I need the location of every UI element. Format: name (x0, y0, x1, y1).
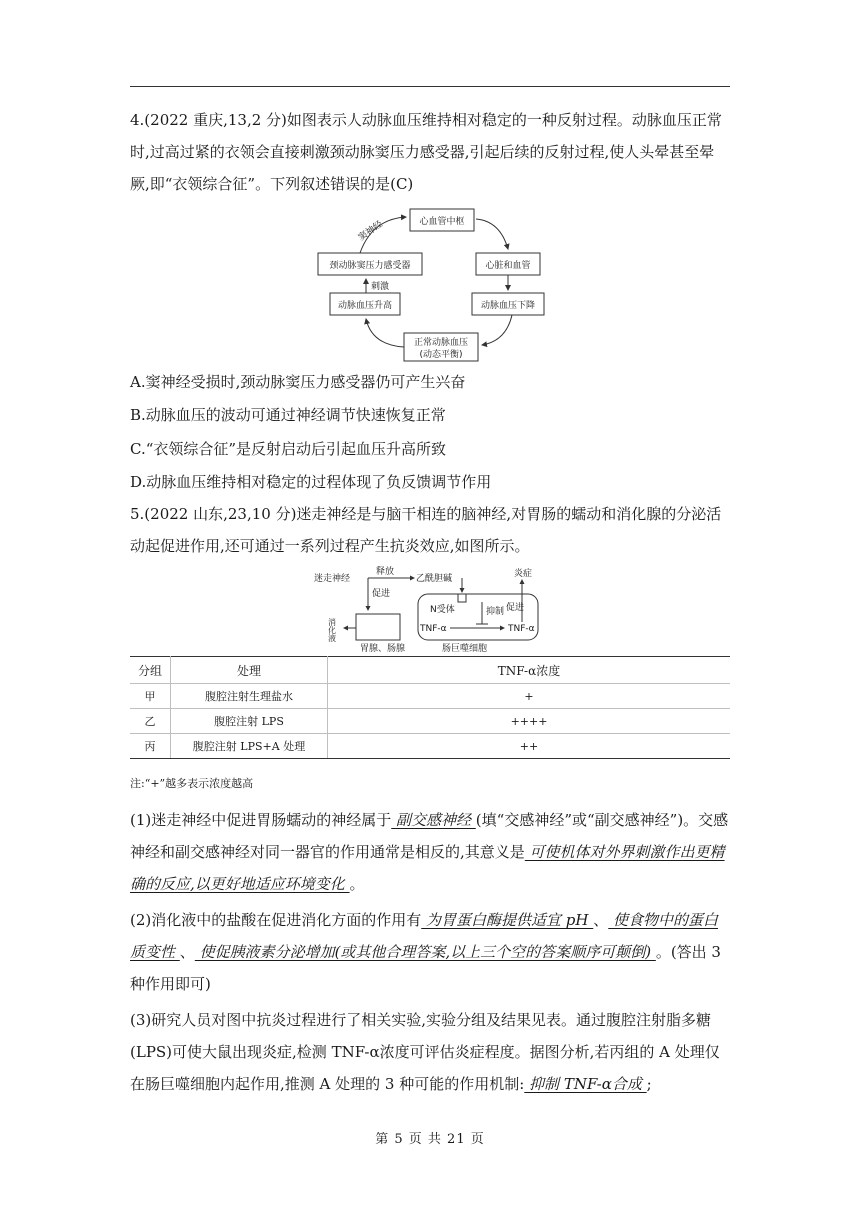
q5-text-ach: 乙酰胆碱 (416, 574, 453, 584)
q4-text-stimulate: 刺激 (370, 282, 390, 292)
q4-text-rise: 动脉血压升高 (337, 301, 393, 311)
q5-part1-text-c: 。 (349, 875, 365, 893)
q4-text-normal2: (动态平衡) (419, 350, 463, 360)
q4-option-a: A.窦神经受损时,颈动脉窦压力感受器仍可产生兴奋 (130, 373, 466, 391)
table-note: 注:“+”越多表示浓度越高 (130, 777, 254, 790)
q4-diagram (300, 205, 560, 369)
q5-part2 (130, 904, 730, 1000)
q5-part2-answer1: 为胃蛋白酶提供适宜 pH (421, 911, 594, 929)
table-cell: 腹腔注射 LPS (171, 709, 328, 734)
table-header-row (130, 657, 730, 684)
q5-part2-text-a: (2)消化液中的盐酸在促进消化方面的作用有 (130, 911, 422, 929)
table-header-group: 分组 (130, 657, 171, 684)
q5-text-promote-left: 促进 (372, 589, 391, 599)
q5-receptor-mark (458, 594, 466, 602)
table-cell: 甲 (130, 684, 171, 709)
q5-part1-answer2: 可使机体对外界刺激作出更精确的反应,以更好地适应环境变化 (130, 843, 725, 893)
q5-part3-answer1: 抑制 TNF-α合成 (524, 1075, 647, 1093)
q5-part3-text-a: (3)研究人员对图中抗炎过程进行了相关实验,实验分组及结果见表。通过腹腔注射脂多糖(LPS)可使大鼠出现炎症,检测 TNF-α浓度可评估炎症程度。据图分析,若丙组的 A 处理仅在肠巨噬细胞内起作用,推测 A 处理的 3 种可能的作用机制: (130, 1011, 720, 1093)
table-cell: 丙 (130, 734, 171, 759)
q4-arrow-3 (482, 315, 512, 345)
q4-text-nerve: 窦神经 (356, 219, 385, 244)
q5-text-promote-right: 促进 (506, 603, 525, 613)
q5-gland-box (356, 614, 400, 640)
q5-part2-sep1: 、 (593, 911, 609, 929)
q4-text-normal1: 正常动脉血压 (413, 338, 469, 348)
q4-text-drop: 动脉血压下降 (480, 301, 536, 311)
table-cell: 乙 (130, 709, 171, 734)
q5-part3-text-b: ; (646, 1075, 652, 1093)
table-row (130, 684, 730, 709)
q5-part1-text-b: (填“交感神经”或“副交感神经”)。交感神经和副交感神经对同一器官的作用通常是相反的,其意义是 (130, 811, 729, 861)
q5-text-tnf-right: TNF-α (508, 624, 535, 634)
q4-stem: 4.(2022 重庆,13,2 分)如图表示人动脉血压维持相对稳定的一种反射过程。动脉血压正常时,过高过紧的衣领会直接刺激颈动脉窦压力感受器,引起后续的反射过程,使人头晕甚至晕厥,即“衣领综合征”。下列叙述错误的是(C) (130, 111, 722, 193)
q5-text-gland: 胃腺、肠腺 (360, 644, 406, 654)
q5-text-release: 释放 (376, 567, 395, 577)
q5-text-fluid: 消化液 (327, 618, 337, 642)
table-cell: + (328, 684, 731, 709)
q5-text-tnf-left: TNF-α (420, 624, 447, 634)
q5-text-nreceptor: N受体 (430, 605, 455, 615)
table-row (130, 734, 730, 759)
table-row (130, 709, 730, 734)
q4-text-center: 心血管中枢 (419, 217, 465, 227)
q5-part1-text-a: (1)迷走神经中促进胃肠蠕动的神经属于 (130, 811, 392, 829)
q4-option-b: B.动脉血压的波动可通过神经调节快速恢复正常 (130, 406, 446, 424)
table-header-tnf: TNF-α浓度 (328, 657, 731, 684)
q4-text-receptor: 颈动脉窦压力感受器 (329, 261, 411, 271)
q5-text-vagus: 迷走神经 (314, 574, 351, 584)
q5-part2-answer2: 使食物中的蛋白质变性 (130, 911, 719, 961)
q5-part2-text-b: 。(答出 3 种作用即可) (130, 943, 721, 993)
q5-stem: 5.(2022 山东,23,10 分)迷走神经是与脑干相连的脑神经,对胃肠的蠕动和消化腺的分泌活动起促进作用,还可通过一系列过程产生抗炎效应,如图所示。 (130, 505, 722, 555)
table-cell: ++++ (328, 709, 731, 734)
q5-part2-answer3: 使促胰液素分泌增加(或其他合理答案,以上三个空的答案顺序可颠倒) (194, 943, 656, 961)
page-footer: 第 5 页 共 21 页 (375, 1132, 485, 1147)
table-header-treatment: 处理 (171, 657, 328, 684)
q5-results-table (130, 656, 730, 759)
q5-diagram (310, 564, 550, 660)
q4-option-c: C.“衣领综合征”是反射启动后引起血压升高所致 (130, 440, 447, 458)
q5-part3 (130, 1004, 730, 1100)
q5-part2-sep2: 、 (179, 943, 195, 961)
q5-part1 (130, 804, 730, 900)
table-cell: 腹腔注射 LPS+A 处理 (171, 734, 328, 759)
q5-text-inflammation: 炎症 (514, 569, 533, 579)
q5-text-macrophage: 肠巨噬细胞 (442, 644, 488, 654)
table-cell: ++ (328, 734, 731, 759)
q4-text-heart: 心脏和血管 (485, 261, 531, 271)
q5-text-inhibit: 抑制 (486, 607, 505, 617)
header-rule (130, 86, 730, 87)
q4-option-d: D.动脉血压维持相对稳定的过程体现了负反馈调节作用 (130, 473, 492, 491)
q4-arrow-1 (476, 219, 508, 249)
table-cell: 腹腔注射生理盐水 (171, 684, 328, 709)
q4-arrow-4 (366, 319, 404, 347)
q5-part1-answer1: 副交感神经 (391, 811, 476, 829)
